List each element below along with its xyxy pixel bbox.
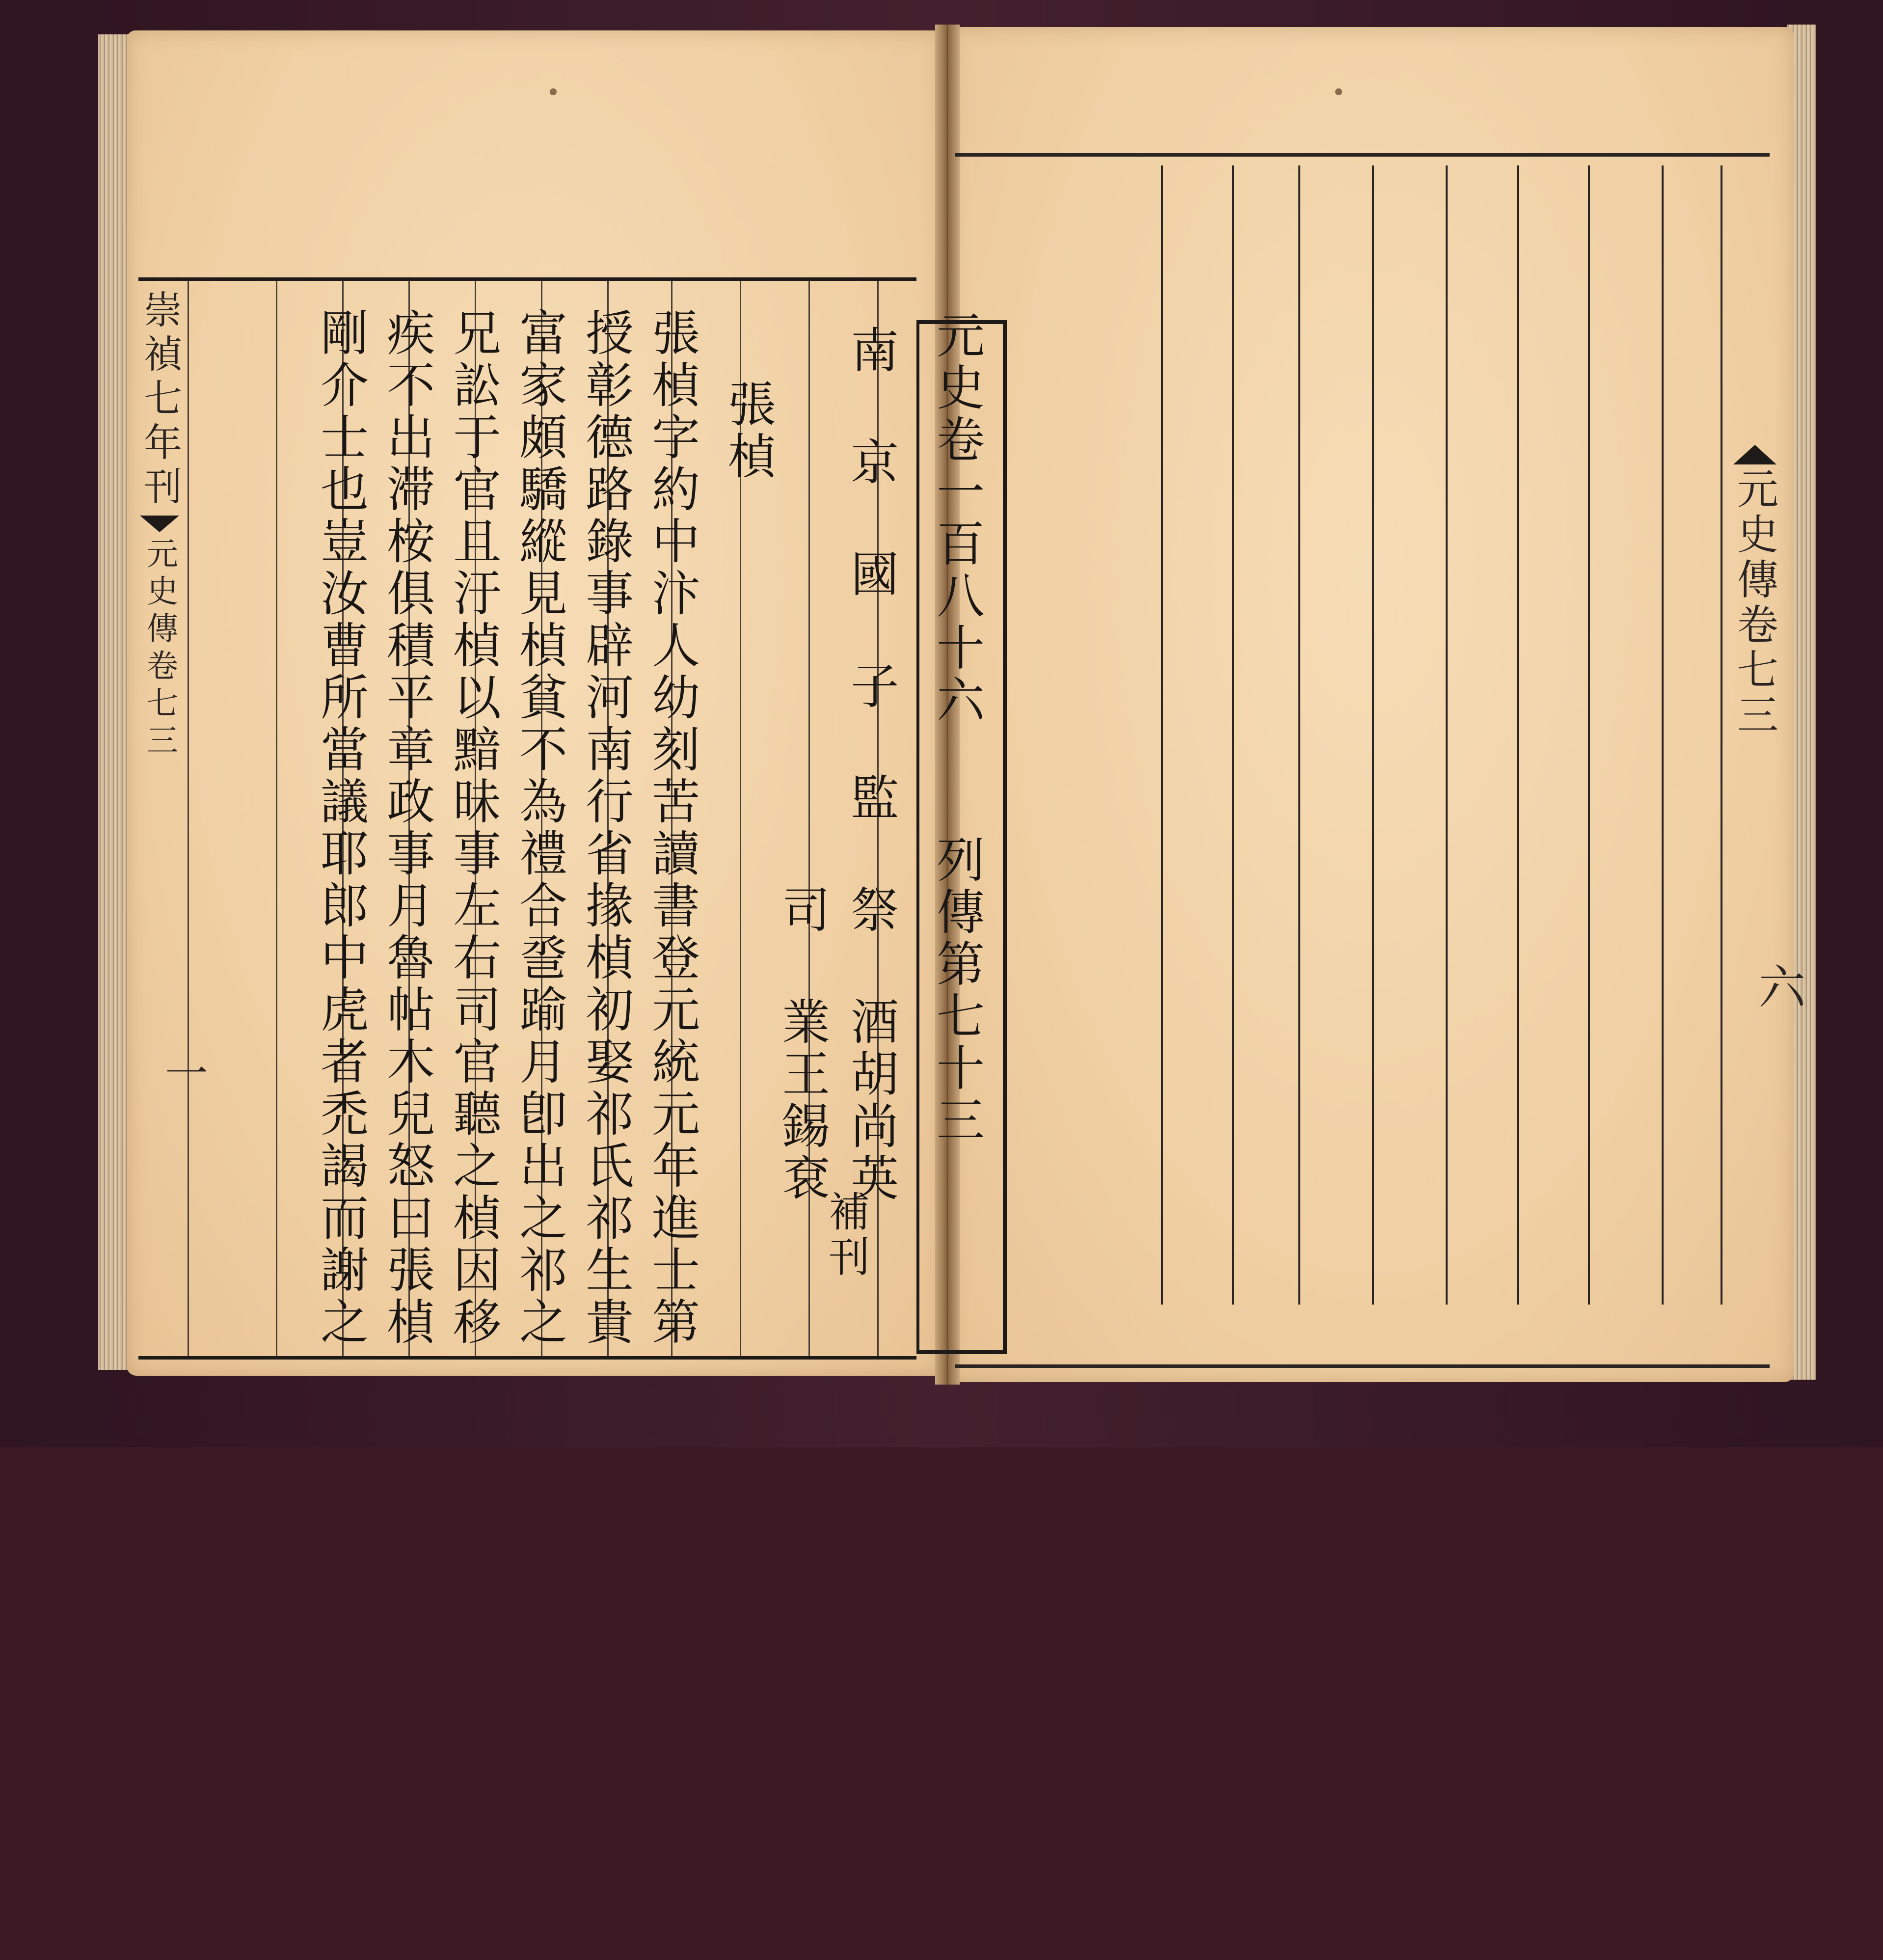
- fishtail-mark: [1733, 445, 1776, 464]
- body-line: 剛介士也豈汝曹所當議耶郎中虎者禿謁而謝之: [312, 308, 369, 1349]
- compiler-line-2: 司 業王錫袞: [774, 885, 830, 1205]
- compiler-note: 補刊: [822, 1190, 870, 1280]
- body-line: 授彰德路錄事辟河南行省掾楨初娶祁氏祁生貴: [577, 308, 634, 1349]
- body-column-4: [440, 308, 505, 1383]
- body-column-1: [639, 308, 704, 1383]
- column-rule: [1517, 165, 1519, 1305]
- column-rule: [1161, 165, 1163, 1305]
- column-rule: [1662, 165, 1664, 1305]
- compiler-line-1: 南 京 國 子 監 祭 酒胡尚英: [842, 325, 899, 1205]
- column-rule: [1721, 165, 1722, 1305]
- right-margin-column: [1728, 442, 1782, 738]
- body-column-5: [374, 308, 439, 1383]
- volume-title: 元史卷一百八十六: [928, 310, 985, 727]
- column-rule: [1232, 165, 1234, 1305]
- paper-spot: [1335, 88, 1342, 95]
- chapter-label: 列傳第七十三: [928, 835, 985, 1147]
- body-line: 兄訟于官且汙楨以黯昧事左右司官聽之楨因移: [445, 308, 501, 1349]
- column-rule: [1372, 165, 1374, 1305]
- column-rule: [1446, 165, 1448, 1305]
- body-line: 富家頗驕縱見楨貧不為禮合巹踰月卽出之祁之: [511, 308, 567, 1349]
- compiler-column-1: [822, 325, 903, 1400]
- column-rule: [1588, 165, 1590, 1305]
- body-line: 疾不出滞桉俱積平章政事月魯帖木兒怒曰張楨: [378, 308, 435, 1349]
- heading-column: [715, 379, 780, 1454]
- body-column-2: [573, 308, 638, 1383]
- margin-volume: 元史傳卷七三: [141, 537, 178, 761]
- body-column-6: [308, 308, 373, 1383]
- fishtail-mark: [140, 516, 179, 532]
- margin-volume: 元史傳卷七三: [1730, 467, 1779, 738]
- right-page-number: 六: [1751, 962, 1806, 1009]
- right-text-block: [955, 153, 1770, 1368]
- section-heading: 張楨: [720, 379, 776, 483]
- left-text-block: [138, 277, 985, 1360]
- body-line: 張楨字約中汴人幼刻苦讀書登元統元年進士第: [644, 308, 700, 1349]
- left-margin-column: [130, 280, 189, 1360]
- paper-spot: [550, 88, 557, 95]
- column-rule: [276, 281, 277, 1356]
- body-column-3: [507, 308, 571, 1383]
- column-rule: [1298, 165, 1300, 1305]
- margin-edition: 崇禎七年刊: [137, 290, 182, 511]
- left-page-number: 一: [158, 1051, 209, 1094]
